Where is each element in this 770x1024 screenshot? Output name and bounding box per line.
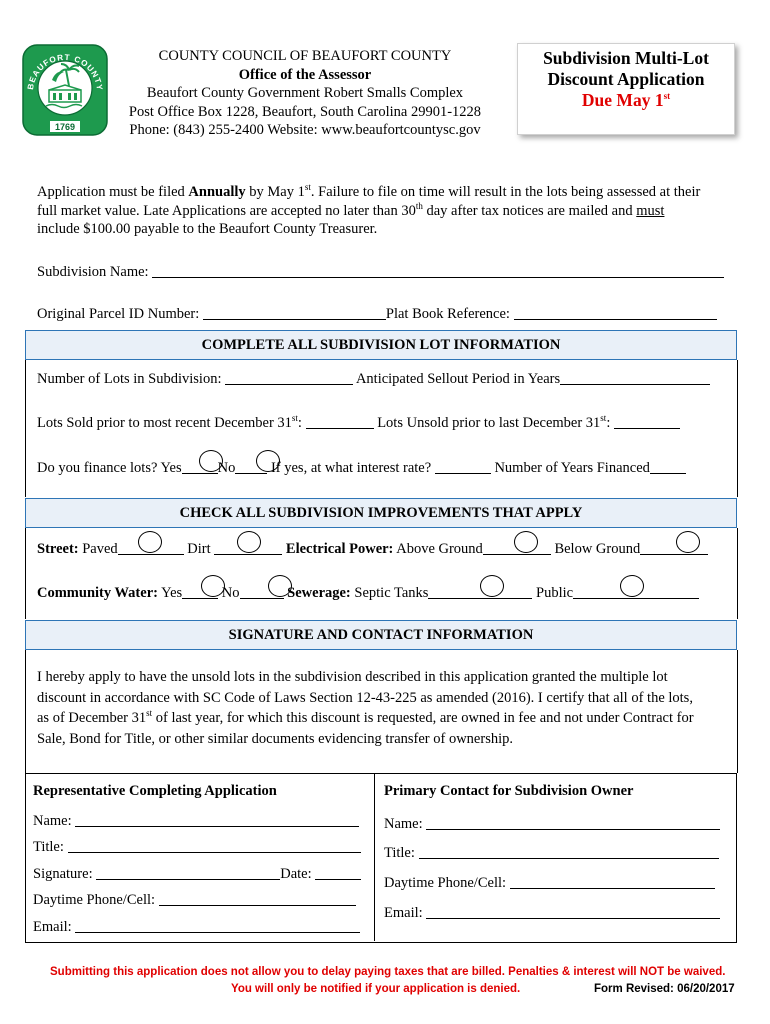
- street-dirt-checkbox[interactable]: [237, 531, 261, 553]
- sewerage-public-checkbox[interactable]: [620, 575, 644, 597]
- septic-tanks-label: Septic Tanks: [354, 585, 429, 601]
- subdivision-name-label: Subdivision Name:: [37, 264, 149, 280]
- county-seal-logo: [22, 44, 108, 136]
- rep-title-label: Title:: [33, 839, 64, 855]
- due-date: Due May 1st: [581, 90, 671, 110]
- sewerage-septic-checkbox[interactable]: [480, 575, 504, 597]
- water-yes-label: Yes: [161, 585, 183, 601]
- rep-name-label: Name:: [33, 813, 72, 829]
- below-ground-label: Below Ground: [554, 541, 641, 557]
- rep-email-label: Email:: [33, 919, 72, 935]
- section-lot-information-header: COMPLETE ALL SUBDIVISION LOT INFORMATION: [25, 330, 737, 360]
- paved-label: Paved: [82, 541, 118, 557]
- sewerage-label: Sewerage:: [287, 585, 351, 601]
- above-ground-label: Above Ground: [396, 541, 483, 557]
- po-box-address: Post Office Box 1228, Beaufort, South Carolina 29901-1228: [128, 103, 482, 120]
- owner-name-label: Name:: [384, 816, 423, 832]
- form-title-box: [517, 43, 735, 135]
- subdivision-name-field[interactable]: [152, 263, 724, 278]
- svg-text:BEAUFORT COUNTY SOUTH CAROLINA: BEAUFORT COUNTY: [25, 52, 105, 92]
- water-no-label: No: [221, 585, 240, 601]
- years-financed-field[interactable]: [650, 459, 686, 474]
- rep-title-field[interactable]: [68, 838, 361, 853]
- lots-unsold-field[interactable]: [614, 414, 680, 429]
- seal-year: 1769: [54, 122, 76, 132]
- rep-email-field[interactable]: [75, 918, 360, 933]
- num-lots-label: Number of Lots in Subdivision:: [37, 371, 222, 387]
- complex-address: Beaufort County Government Robert Smalls Complex: [146, 85, 464, 101]
- rep-phone-field[interactable]: [159, 891, 356, 906]
- section-signature-header: SIGNATURE AND CONTACT INFORMATION: [25, 620, 737, 650]
- owner-email-label: Email:: [384, 905, 423, 921]
- water-no-checkbox[interactable]: [268, 575, 292, 597]
- electrical-power-label: Electrical Power:: [285, 541, 394, 557]
- plat-book-label: Plat Book Reference:: [385, 306, 510, 322]
- finance-no-radio[interactable]: [256, 450, 280, 472]
- assessor-office-heading: Office of the Assessor: [238, 66, 372, 83]
- county-council-heading: COUNTY COUNCIL OF BEAUFORT COUNTY: [158, 48, 452, 64]
- rep-name-field[interactable]: [75, 812, 359, 827]
- sellout-label: Anticipated Sellout Period in Years: [355, 371, 561, 387]
- lots-sold-field[interactable]: [306, 414, 374, 429]
- owner-email-field[interactable]: [426, 904, 720, 919]
- rep-signature-label: Signature:: [33, 866, 93, 882]
- intro-paragraph: Application must be filed Annually by May 1st. Failure to file on time will result in the lots being assessed at their full market value. Late Applications are accepted no later than 30th day after tax notices are mailed and must include $100.00 payable to the Beaufort County Treasurer.: [37, 182, 701, 237]
- electrical-below-ground-checkbox[interactable]: [676, 531, 700, 553]
- interest-rate-field[interactable]: [435, 459, 491, 474]
- owner-phone-label: Daytime Phone/Cell:: [384, 875, 507, 891]
- dirt-label: Dirt: [187, 541, 211, 557]
- owner-name-field[interactable]: [426, 815, 720, 830]
- rep-date-label: Date:: [280, 866, 312, 882]
- community-water-label: Community Water:: [37, 585, 158, 601]
- years-financed-label: Number of Years Financed: [494, 460, 650, 476]
- certification-paragraph: I hereby apply to have the unsold lots in the subdivision described in this application granted the multiple lot discount in accordance with SC Code of Laws Section 12-43-225 as amended (2016). I certify that all of the lots, as of December 31st of last year, for which this discount is requested, are owned in fee and not under Contract for Sale, Bond for Title, or other similar documents evidencing transfer of ownership.: [37, 669, 694, 747]
- footer-notice: You will only be notified if your application is denied.: [231, 983, 521, 995]
- electrical-above-ground-checkbox[interactable]: [514, 531, 538, 553]
- owner-title-field[interactable]: [419, 844, 719, 859]
- phone-website: Phone: (843) 255-2400 Website: www.beaufortcountysc.gov: [129, 122, 481, 138]
- finance-yes-radio[interactable]: [199, 450, 223, 472]
- lots-sold-label: Lots Sold prior to most recent December 31st:: [37, 413, 302, 431]
- owner-heading: Primary Contact for Subdivision Owner: [384, 783, 634, 799]
- interest-rate-label: If yes, at what interest rate?: [270, 460, 432, 476]
- form-title-line1: Subdivision Multi-Lot: [543, 48, 709, 68]
- rep-date-field[interactable]: [315, 865, 361, 880]
- parcel-id-field[interactable]: [203, 305, 386, 320]
- sellout-field[interactable]: [560, 370, 710, 385]
- lots-unsold-label: Lots Unsold prior to last December 31st:: [377, 413, 611, 431]
- street-paved-checkbox[interactable]: [138, 531, 162, 553]
- form-title-line2: Discount Application: [547, 69, 705, 89]
- street-label: Street:: [37, 541, 79, 557]
- plat-book-field[interactable]: [514, 305, 717, 320]
- water-yes-checkbox[interactable]: [201, 575, 225, 597]
- form-revised-date: Form Revised: 06/20/2017: [594, 983, 735, 995]
- public-label: Public: [536, 585, 574, 601]
- rep-phone-label: Daytime Phone/Cell:: [33, 892, 156, 908]
- rep-heading: Representative Completing Application: [33, 783, 277, 799]
- footer-warning: Submitting this application does not allow you to delay paying taxes that are billed. Penalties & interest will NOT be waived.: [50, 966, 726, 978]
- owner-phone-field[interactable]: [510, 874, 715, 889]
- finance-no-label: No: [217, 460, 236, 476]
- finance-lots-label: Do you finance lots? Yes: [37, 460, 182, 476]
- num-lots-field[interactable]: [225, 370, 353, 385]
- parcel-id-label: Original Parcel ID Number:: [37, 306, 200, 322]
- rep-signature-field[interactable]: [96, 865, 280, 880]
- section-improvements-header: CHECK ALL SUBDIVISION IMPROVEMENTS THAT APPLY: [25, 498, 737, 528]
- owner-title-label: Title:: [384, 845, 415, 861]
